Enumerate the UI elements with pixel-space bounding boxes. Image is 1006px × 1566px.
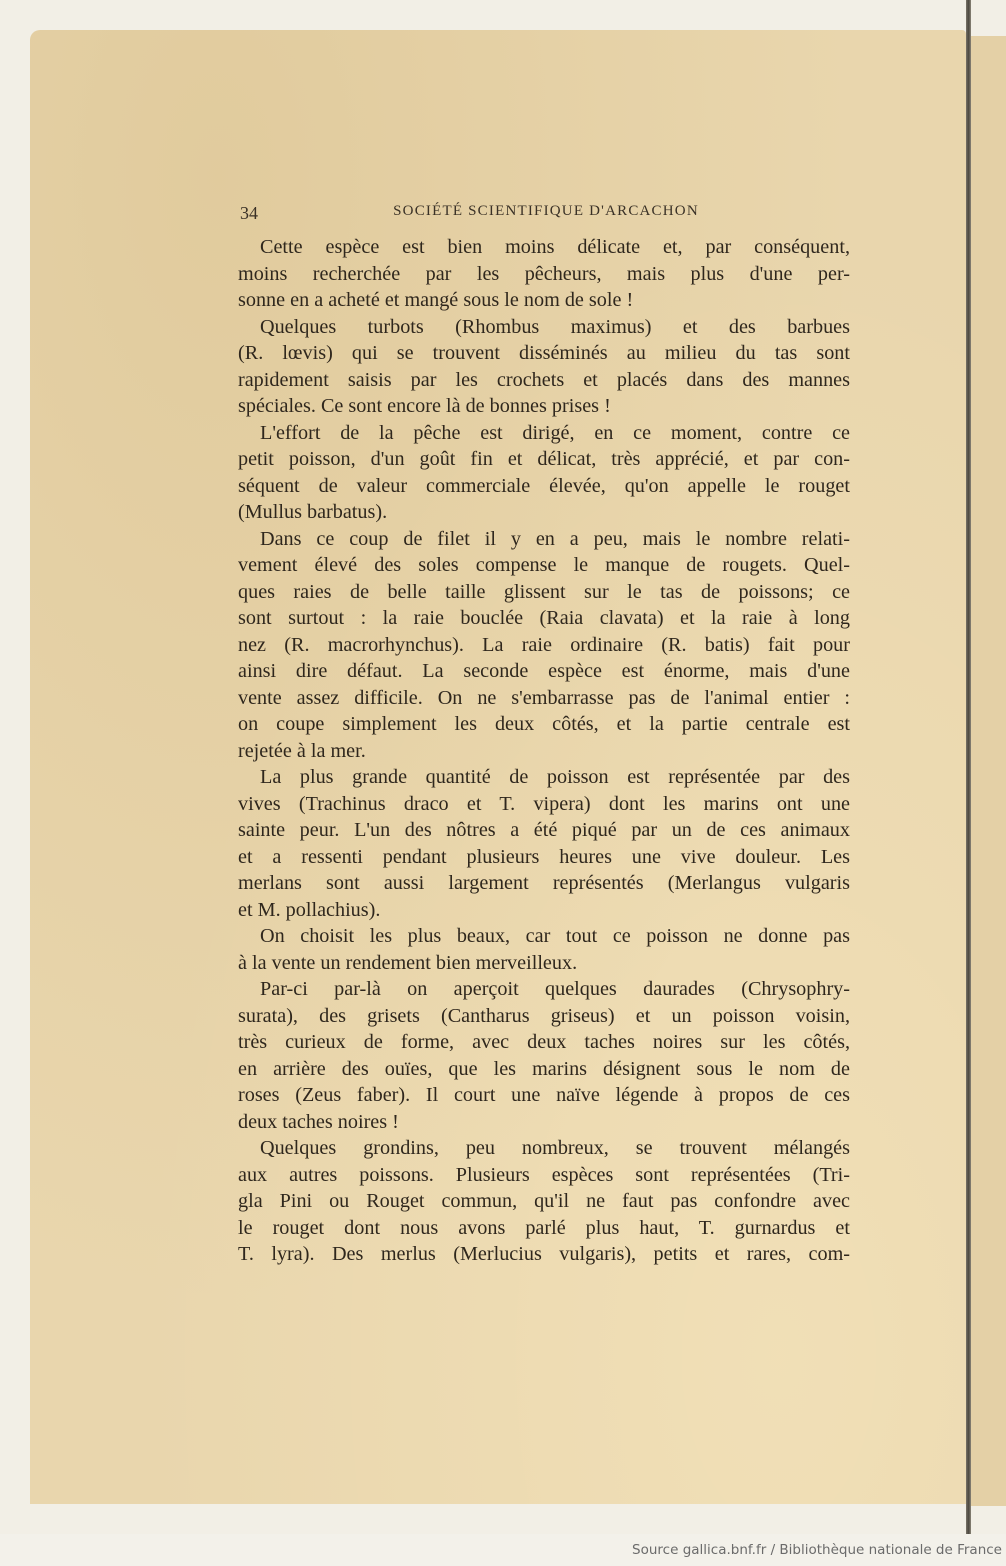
text-line: vives (Trachinus draco et T. vipera) dont les marins ont une: [238, 792, 850, 815]
text-line: sont surtout : la raie bouclée (Raia clavata) et la raie à long: [238, 607, 850, 629]
text-line: Par-ci par-là on aperçoit quelques daurades (Chrysophry-: [260, 978, 850, 1000]
text-line: très curieux de forme, avec deux taches noires sur les côtés,: [238, 1031, 850, 1053]
text-line: sonne en a acheté et mangé sous le nom de sole !: [238, 289, 634, 311]
text-line: (R. lœvis) qui se trouvent disséminés au milieu du tas sont: [238, 342, 850, 364]
text-line: et M. pollachius).: [238, 898, 381, 921]
text-line: T. lyra). Des merlus (Merlucius vulgaris), petits et rares, com-: [238, 1243, 850, 1265]
text-line: surata), des grisets (Cantharus griseus) et un poisson voisin,: [238, 1004, 850, 1027]
text-line: vente assez difficile. On ne s'embarrasse pas de l'animal entier :: [238, 686, 850, 709]
text-line: Cette espèce est bien moins délicate et, par conséquent,: [260, 236, 850, 258]
source-credit: Source gallica.bnf.fr / Bibliothèque nationale de France: [632, 1542, 1002, 1558]
text-line: La plus grande quantité de poisson est représentée par des: [260, 766, 850, 788]
text-line: spéciales. Ce sont encore là de bonnes prises !: [238, 395, 611, 417]
page-body-text: [238, 234, 850, 1268]
text-line: on coupe simplement les deux côtés, et la partie centrale est: [238, 713, 850, 735]
text-line: séquent de valeur commerciale élevée, qu'on appelle le rouget: [238, 474, 850, 497]
text-line: rejetée à la mer.: [238, 739, 366, 762]
text-line: On choisit les plus beaux, car tout ce poisson ne donne pas: [260, 925, 850, 947]
text-line: Quelques grondins, peu nombreux, se trouvent mélangés: [260, 1137, 850, 1159]
text-line: roses (Zeus faber). Il court une naïve légende à propos de ces: [238, 1084, 850, 1106]
running-title: SOCIÉTÉ SCIENTIFIQUE D'ARCACHON: [393, 203, 699, 219]
text-line: moins recherchée par les pêcheurs, mais plus d'une per-: [238, 262, 850, 285]
text-line: sainte peur. L'un des nôtres a été piqué par un de ces animaux: [238, 819, 850, 841]
text-line: vement élevé des soles compense le manque de rougets. Quel-: [238, 554, 850, 576]
text-line: ques raies de belle taille glissent sur le tas de poissons; ce: [238, 580, 850, 603]
text-line: ainsi dire défaut. La seconde espèce est énorme, mais d'une: [238, 660, 850, 682]
text-line: petit poisson, d'un goût fin et délicat, très apprécié, et par con-: [238, 448, 850, 470]
text-line: deux taches noires !: [238, 1110, 399, 1133]
text-line: à la vente un rendement bien merveilleux.: [238, 951, 578, 974]
text-line: (Mullus barbatus).: [238, 501, 388, 523]
text-line: et a ressenti pendant plusieurs heures une vive douleur. Les: [238, 845, 850, 868]
text-line: Dans ce coup de filet il y en a peu, mais le nombre relati-: [260, 527, 850, 550]
facing-page-edge: [971, 36, 1006, 1506]
text-line: aux autres poissons. Plusieurs espèces sont représentées (Tri-: [238, 1163, 850, 1186]
text-line: en arrière des ouïes, que les marins désignent sous le nom de: [238, 1057, 850, 1080]
text-line: L'effort de la pêche est dirigé, en ce moment, contre ce: [260, 421, 850, 444]
text-line: le rouget dont nous avons parlé plus haut, T. gurnardus et: [238, 1216, 850, 1239]
text-line: Quelques turbots (Rhombus maximus) et des barbues: [260, 315, 850, 338]
text-line: rapidement saisis par les crochets et placés dans des mannes: [238, 368, 850, 391]
text-line: nez (R. macrorhynchus). La raie ordinaire (R. batis) fait pour: [238, 633, 850, 656]
text-line: merlans sont aussi largement représentés (Merlangus vulgaris: [238, 872, 850, 894]
text-line: gla Pini ou Rouget commun, qu'il ne faut pas confondre avec: [238, 1190, 850, 1212]
running-header: [240, 203, 852, 227]
page-number: 34: [240, 203, 258, 223]
